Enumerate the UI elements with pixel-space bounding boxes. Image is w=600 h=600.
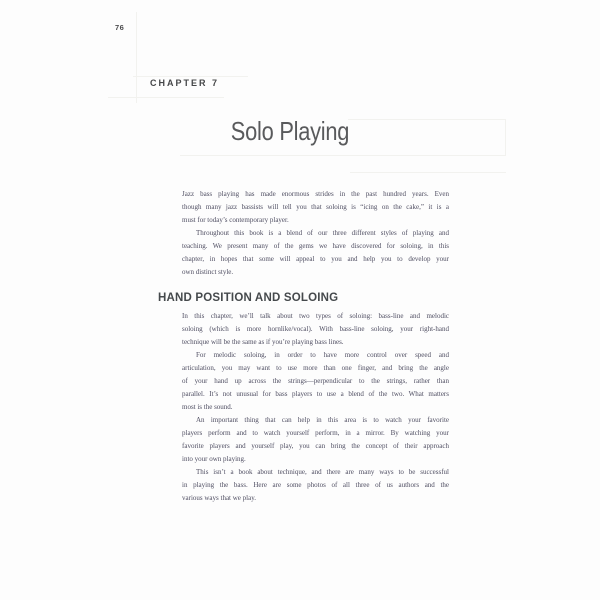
body-text-line: must for today’s contemporary player. — [182, 216, 289, 224]
paragraph — [182, 310, 449, 349]
body-text-line: of your hand up across the strings—perpendicular to the strings, rather than — [182, 377, 449, 385]
scan-artifact-line — [350, 172, 506, 173]
section-heading: HAND POSITION AND SOLOING — [158, 292, 339, 304]
body-text-line: into your own playing. — [182, 455, 246, 463]
scan-artifact-line — [108, 97, 224, 98]
body-text-line: technique will be the same as if you’re playing bass lines. — [182, 338, 344, 346]
body-text-line: favorite players and yourself play, you can bring the concept of their approach — [182, 442, 449, 450]
body-text-line: most is the sound. — [182, 403, 233, 411]
paragraph — [182, 349, 449, 414]
page-number: 76 — [115, 23, 125, 32]
body-text-line: though many jazz bassists will tell you that soloing is “icing on the cake,” it is a — [182, 203, 449, 211]
paragraph — [182, 414, 449, 466]
body-text-line: own distinct style. — [182, 268, 234, 276]
paragraph — [182, 466, 449, 505]
body-text-line: This isn’t a book about technique, and there are many ways to be successful — [196, 468, 449, 476]
body-text — [158, 188, 449, 505]
intro-paragraphs — [182, 188, 449, 279]
scan-artifact-line — [505, 119, 506, 156]
body-text-line: An important thing that can help in this area is to watch your favorite — [196, 416, 449, 424]
body-text-line: teaching. We present many of the gems we have discovered for soloing, in this — [182, 242, 449, 250]
body-text-line: Throughout this book is a blend of our three different styles of playing and — [196, 229, 449, 237]
paragraph — [182, 188, 449, 227]
body-text-line: soloing (which is more hornlike/vocal). With bass-line soloing, your right-hand — [182, 325, 449, 333]
body-text-line: Jazz bass playing has made enormous strides in the past hundred years. Even — [182, 190, 449, 198]
body-text-line: in playing the bass. Here are some photos of all three of us authors and the — [182, 481, 449, 489]
chapter-label: CHAPTER 7 — [150, 78, 220, 88]
body-text-line: For melodic soloing, in order to have more control over speed and — [196, 351, 449, 359]
body-text-line: players perform and to watch yourself perform, in a mirror. By watching your — [182, 429, 449, 437]
scan-artifact-line — [180, 155, 506, 156]
body-text-line: chapter, in hopes that some will appeal to you and help you to develop your — [182, 255, 449, 263]
chapter-title: Solo Playing — [230, 116, 350, 146]
scan-artifact-line — [136, 12, 137, 103]
body-text-line: In this chapter, we’ll talk about two types of soloing: bass-line and melodic — [182, 312, 449, 320]
body-text-line: parallel. It’s not unusual for bass players to use a blend of the two. What matters — [182, 390, 449, 398]
body-text-line: articulation, you may want to use more than one finger, and bring the angle — [182, 364, 449, 372]
paragraph — [182, 227, 449, 279]
body-text-line: various ways that we play. — [182, 494, 256, 502]
section-paragraphs — [182, 310, 449, 505]
